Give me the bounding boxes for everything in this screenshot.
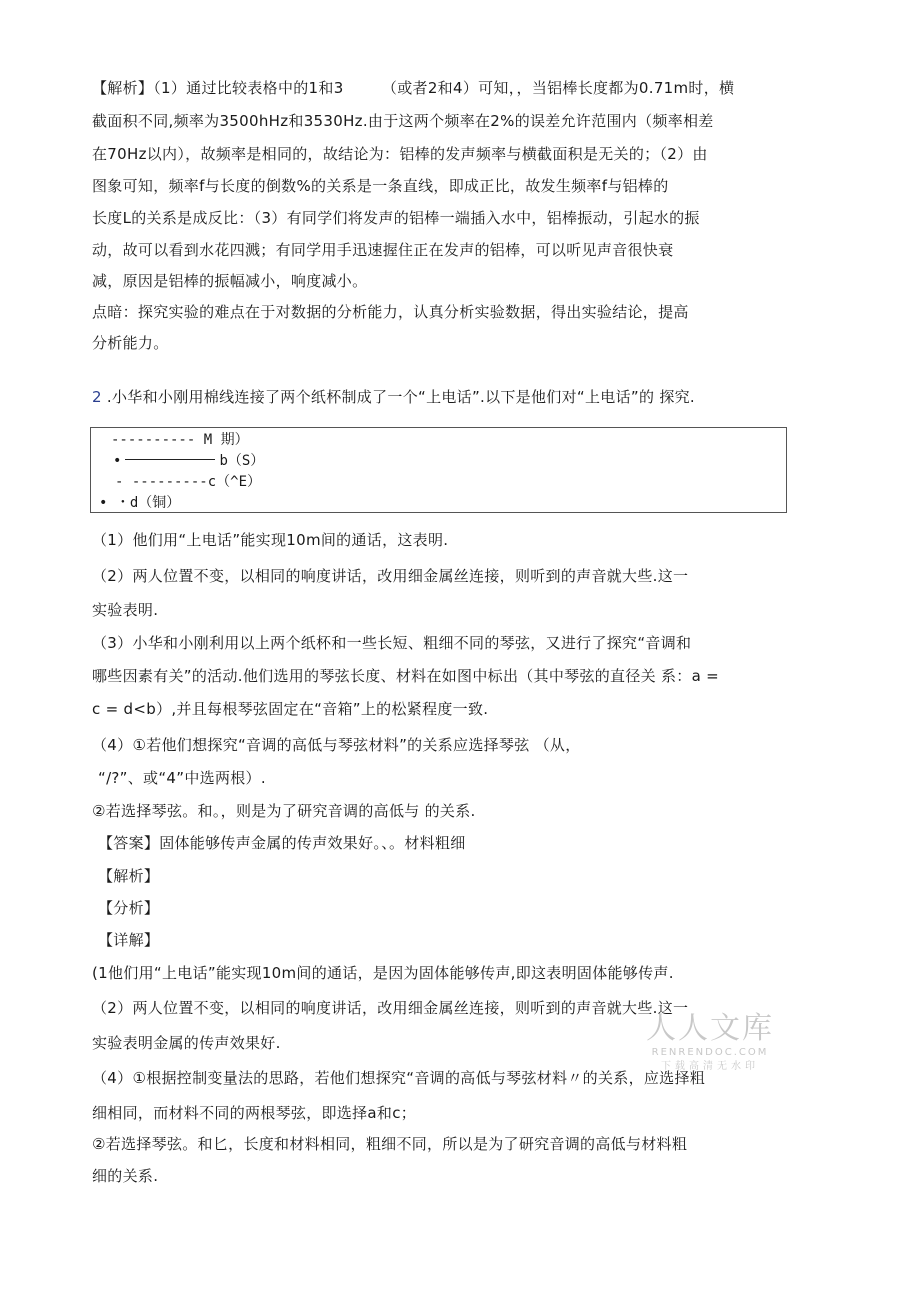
question-part: （1）他们用“上电话”能实现10m间的通话，这表明. <box>92 531 449 549</box>
analysis-line: 图象可知，频率f与长度的倒数%的关系是一条直线，即成正比，故发生频率f与铝棒的 <box>92 177 669 195</box>
section-label: 【解析】 <box>98 867 160 885</box>
detail-line: （2）两人位置不变，以相同的响度讲话，改用细金属丝连接，则听到的声音就大些.这一 <box>92 999 689 1017</box>
question-part: （3）小华和小刚利用以上两个纸杯和一些长短、粗细不同的琴弦，又进行了探究“音调和 <box>92 634 692 652</box>
question-part: ②若选择琴弦。和。，则是为了研究音调的高低与 的关系. <box>92 802 476 820</box>
string-b-line <box>125 459 215 460</box>
section-label: 【详解】 <box>98 931 160 949</box>
string-a-label: ---------- M 期） <box>111 432 249 448</box>
answer-line: 【答案】固体能够传声金属的传声效果好。、。材料粗细 <box>98 834 466 852</box>
analysis-line: 减，原因是铝棒的振幅减小，响度减小。 <box>92 272 368 290</box>
question-number: 2 <box>92 388 102 406</box>
detail-line: (1他们用“上电话”能实现10m间的通话，是因为固体能够传声,即这表明固体能够传声. <box>92 964 674 982</box>
string-b-text: b（S） <box>219 453 265 469</box>
string-b-dot: • <box>113 453 122 469</box>
question-part: 实验表明. <box>92 601 159 619</box>
question-part: 哪些因素有关”的活动.他们选用的琴弦长度、材料在如图中标出（其中琴弦的直径关 系：a = <box>92 667 720 685</box>
question-part: （2）两人位置不变，以相同的响度讲话，改用细金属丝连接，则听到的声音就大些.这一 <box>92 567 689 585</box>
analysis-line: 在70Hz以内），故频率是相同的，故结论为：铝棒的发声频率与横截面积是无关的；（2）由 <box>92 145 708 163</box>
analysis-line: 【解析】（1）通过比较表格中的1和3 （或者2和4）可知，，当铝棒长度都为0.71m时，横 <box>92 79 735 97</box>
question-part: c = d<b）,并且每根琴弦固定在“音箱”上的松紧程度一致. <box>92 700 489 718</box>
analysis-line: 截面积不同,频率为3500hHz和3530Hz.由于这两个频率在2%的误差允许范围内（频率相差 <box>92 112 714 130</box>
tip-line: 分析能力。 <box>92 334 169 352</box>
watermark-tagline: 下载高清无水印 <box>661 1061 759 1072</box>
string-figure <box>90 427 787 513</box>
detail-line: 细的关系. <box>92 1167 159 1185</box>
analysis-line: 动，故可以看到水花四溅；有同学用手迅速握住正在发声的铝棒，可以听见声音很快衰 <box>92 241 674 259</box>
detail-line: （4）①根据控制变量法的思路，若他们想探究“音调的高低与琴弦材料〃的关系，应选择粗 <box>92 1069 706 1087</box>
detail-line: 细相同，而材料不同的两根琴弦，即选择a和c； <box>92 1104 417 1122</box>
question-part: “/?”、或“4”中选两根）. <box>98 769 266 787</box>
section-label: 【分析】 <box>98 899 160 917</box>
watermark-title: 人人文库 <box>646 1011 774 1046</box>
string-d-label: • ・d（铜） <box>99 495 181 511</box>
watermark-domain: RENRENDOC.COM <box>651 1047 769 1058</box>
string-c-label: - ---------c（^E） <box>115 474 262 490</box>
watermark-logo <box>640 1012 780 1074</box>
question-2-heading <box>92 387 695 407</box>
question-part: （4）①若他们想探究“音调的高低与琴弦材料”的关系应选择琴弦 （从， <box>92 736 581 754</box>
string-b-label <box>113 452 264 470</box>
analysis-line: 长度L的关系是成反比：（3）有同学们将发声的铝棒一端插入水中，铝棒振动，引起水的振 <box>92 209 700 227</box>
detail-line: 实验表明金属的传声效果好. <box>92 1034 281 1052</box>
detail-line: ②若选择琴弦。和匕，长度和材料相同，粗细不同，所以是为了研究音调的高低与材料粗 <box>92 1135 688 1153</box>
question-text: .小华和小刚用棉线连接了两个纸杯制成了一个“上电话”.以下是他们对“上电话”的 探究. <box>106 388 695 406</box>
tip-line: 点暗：探究实验的难点在于对数据的分析能力，认真分析实验数据，得出实验结论，提高 <box>92 303 689 321</box>
